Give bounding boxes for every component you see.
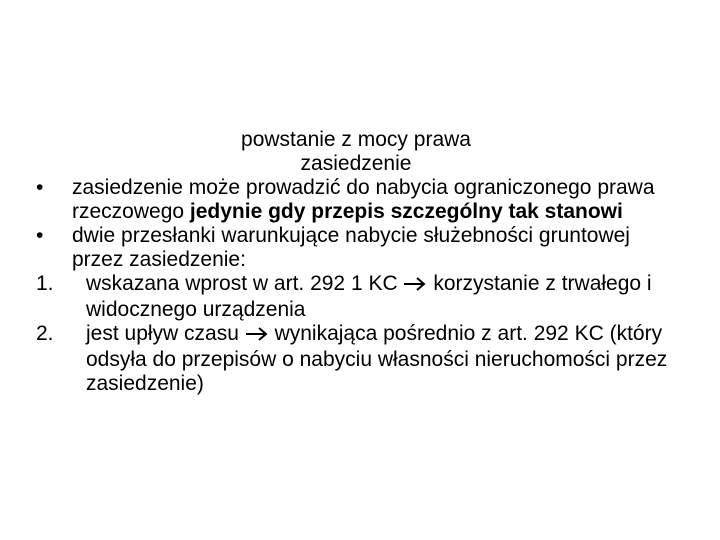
bullet-item-2 [36,224,686,272]
bullet-item-1 [36,176,686,224]
numbered-text-before: wskazana wprost w art. 292 1 KC [86,272,404,295]
numbered-text-before: jest upływ czasu [86,322,245,345]
arrow-right-icon [245,324,269,348]
numbered-item-1 [36,272,686,322]
numbered-item-2 [36,322,686,396]
heading-line-1: powstanie z mocy prawa [241,128,471,151]
bullet-text-bold: jedynie gdy przepis szczególny tak stanowi [189,200,623,223]
slide-content [36,128,686,396]
number-marker: 2. [36,322,54,345]
arrow-right-icon [403,274,427,298]
bullet-marker: • [36,176,44,199]
numbered-text-after: wynikająca pośrednio z art. 292 KC (który odsyła do przepisów o nabyciu własności nieruchomości przez zasiedzenie) [86,322,668,395]
numbered-text-after: korzystanie z trwałego i widocznego urządzenia [86,272,652,321]
bullet-text: zasiedzenie może prowadzić do nabycia ograniczonego prawa rzeczowego [72,176,655,223]
bullet-text: dwie przesłanki warunkujące nabycie służebności gruntowej przez zasiedzenie: [72,224,630,271]
number-marker: 1. [36,272,54,295]
heading-line-2: zasiedzenie [300,152,412,175]
bullet-marker: • [36,224,44,247]
